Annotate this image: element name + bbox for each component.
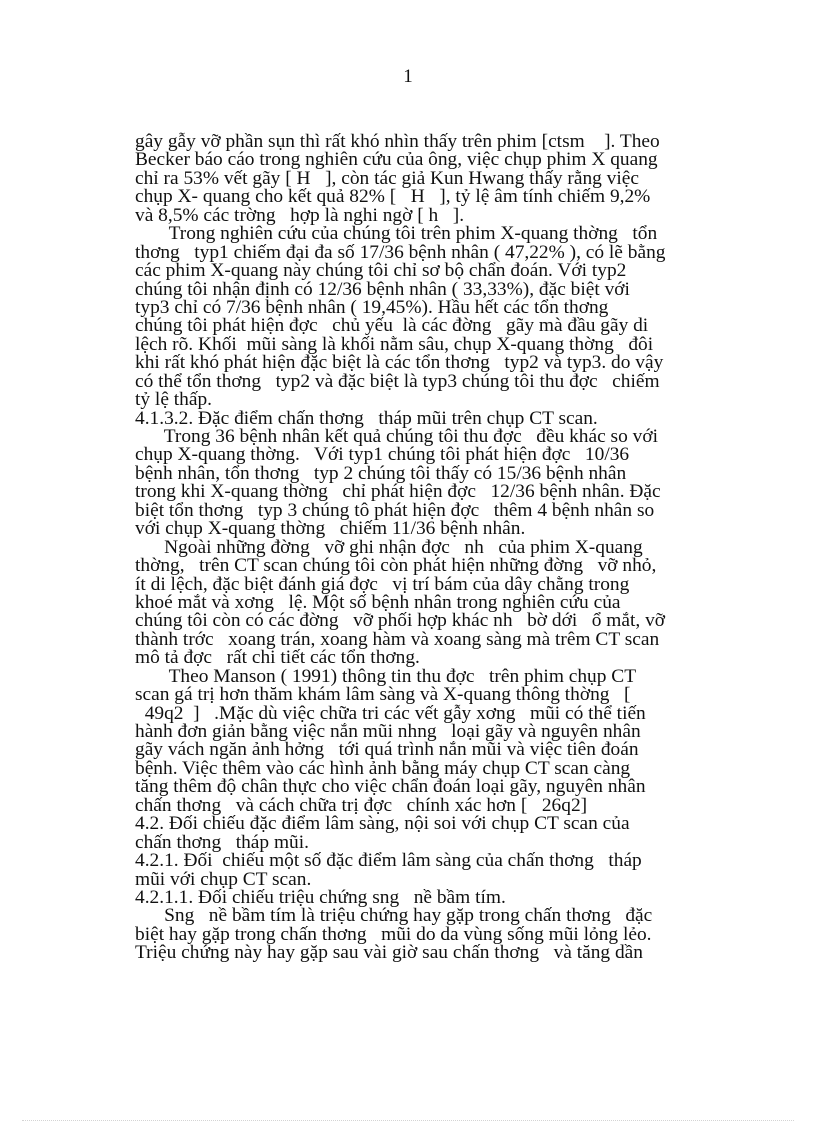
text-line: tỷ lệ thấp. — [135, 389, 213, 411]
text-line: có thể tổn thơng typ2 và đặc biệt là typ3 chúng tôi thu đợc chiếm — [135, 370, 660, 392]
text-line: chấn thơng tháp mũi. — [135, 831, 309, 853]
page-number: 1 — [403, 66, 413, 87]
text-line: mô tả đợc rất chi tiết các tổn thơng. — [135, 647, 420, 669]
text-line: lệch rõ. Khối mũi sàng là khối nằm sâu, chụp X-quang thờng đôi — [135, 333, 654, 355]
page-bottom-divider — [22, 1120, 794, 1121]
text-line: tăng thêm độ chân thực cho việc chẩn đoán loại gãy, nguyên nhân — [135, 776, 646, 798]
document-body — [135, 133, 735, 963]
text-line: Ngoài những đờng vỡ ghi nhận đợc nh của phim X-quang — [135, 536, 643, 558]
text-line: hành đơn giản bằng việc nắn mũi nhng loại gãy và nguyên nhân — [135, 721, 641, 742]
text-line: thành trớc xoang trán, xoang hàm và xoang sàng mà trêm CT scan — [135, 628, 660, 650]
text-line: typ3 chỉ có 7/36 bệnh nhân ( 19,45%). Hầu hết các tổn thơng — [135, 296, 609, 318]
text-line: thơng typ1 chiếm đại đa số 17/36 bệnh nhân ( 47,22% ), có lẽ bằng — [135, 241, 666, 263]
text-line: khoé mắt và xơng lệ. Một số bệnh nhân trong nghiên cứu của — [135, 591, 621, 613]
text-line: 4.2.1. Đối chiếu một số đặc điểm lâm sàng của chấn thơng tháp — [135, 850, 642, 872]
text-line: mũi với chụp CT scan. — [135, 868, 312, 890]
text-line: 4.2. Đối chiếu đặc điểm lâm sàng, nội soi với chụp CT scan của — [135, 813, 630, 835]
text-line: 4.2.1.1. Đối chiếu triệu chứng sng nề bầm tím. — [135, 886, 506, 908]
text-line: chúng tôi còn có các đờng vỡ phối hợp khác nh bờ dới ổ mắt, vỡ — [135, 610, 666, 632]
text-line: với chụp X-quang thờng chiếm 11/36 bệnh nhân. — [135, 518, 526, 540]
text-line: chấn thơng và cách chữa trị đợc chính xác hơn [ 26q2] — [135, 794, 588, 816]
text-line: biệt tổn thơng typ 3 chúng tô phát hiện đợc thêm 4 bệnh nhân so — [135, 499, 655, 521]
text-line: Theo Manson ( 1991) thông tin thu đợc trên phim chụp CT — [135, 665, 637, 687]
text-line: Trong 36 bệnh nhân kết quả chúng tôi thu đợc đều khác so với — [135, 426, 658, 447]
text-line: chụp X- quang cho kết quả 82% [ H ], tỷ lệ âm tính chiếm 9,2% — [135, 186, 651, 208]
text-line: thờng, trên CT scan chúng tôi còn phát hiện những đờng vỡ nhỏ, — [135, 555, 657, 577]
text-line: gãy vách ngăn ảnh hởng tới quá trình nắn mũi và việc tiên đoán — [135, 739, 639, 761]
text-line: gây gẫy vỡ phần sụn thì rất khó nhìn thấy trên phim [ctsm ]. Theo — [135, 131, 660, 152]
text-line: và 8,5% các trờng hợp là nghi ngờ [ h ]. — [135, 204, 465, 226]
text-line: Triệu chứng này hay gặp sau vài giờ sau chấn thơng và tăng dần — [135, 942, 643, 964]
text-line: 49q2 ] .Mặc dù việc chữa tri các vết gẫy xơng mũi có thể tiến — [135, 702, 646, 724]
text-line: chụp X-quang thờng. Với typ1 chúng tôi phát hiện đợc 10/36 — [135, 444, 630, 466]
text-line: bệnh nhân, tổn thơng typ 2 chúng tôi thấy có 15/36 bệnh nhân — [135, 462, 627, 484]
text-line: biệt hay gặp trong chấn thơng mũi do da vùng sống mũi lỏng lẻo. — [135, 923, 652, 945]
text-line: bệnh. Việc thêm vào các hình ảnh bằng máy chụp CT scan càng — [135, 757, 631, 779]
text-line: Becker báo cáo trong nghiên cứu của ông, việc chụp phim X quang — [135, 149, 658, 171]
text-line: 4.1.3.2. Đặc điểm chấn thơng tháp mũi trên chụp CT scan. — [135, 407, 598, 429]
text-line: các phim X-quang này chúng tôi chỉ sơ bộ chẩn đoán. Với typ2 — [135, 260, 627, 282]
text-line: trong khi X-quang thờng chỉ phát hiện đợc 12/36 bệnh nhân. Đặc — [135, 481, 661, 503]
text-line: ít di lệch, đặc biệt đánh giá đợc vị trí bám của dây chằng trong — [135, 573, 630, 595]
text-line: Trong nghiên cứu của chúng tôi trên phim X-quang thờng tổn — [135, 223, 658, 245]
text-line: Sng nề bầm tím là triệu chứng hay gặp trong chấn thơng đặc — [135, 905, 653, 927]
text-line: chúng tôi phát hiện đợc chủ yếu là các đờng gãy mà đầu gãy di — [135, 315, 649, 337]
text-line: scan gá trị hơn thăm khám lâm sàng và X-quang thông thờng [ — [135, 684, 631, 706]
text-line: khi rất khó phát hiện đặc biệt là các tổn thơng typ2 và typ3. do vậy — [135, 352, 664, 374]
text-line: chúng tôi nhận định có 12/36 bệnh nhân ( 33,33%), đặc biệt với — [135, 278, 630, 300]
text-line: chỉ ra 53% vết gãy [ H ], còn tác giả Kun Hwang thấy rằng việc — [135, 167, 639, 189]
